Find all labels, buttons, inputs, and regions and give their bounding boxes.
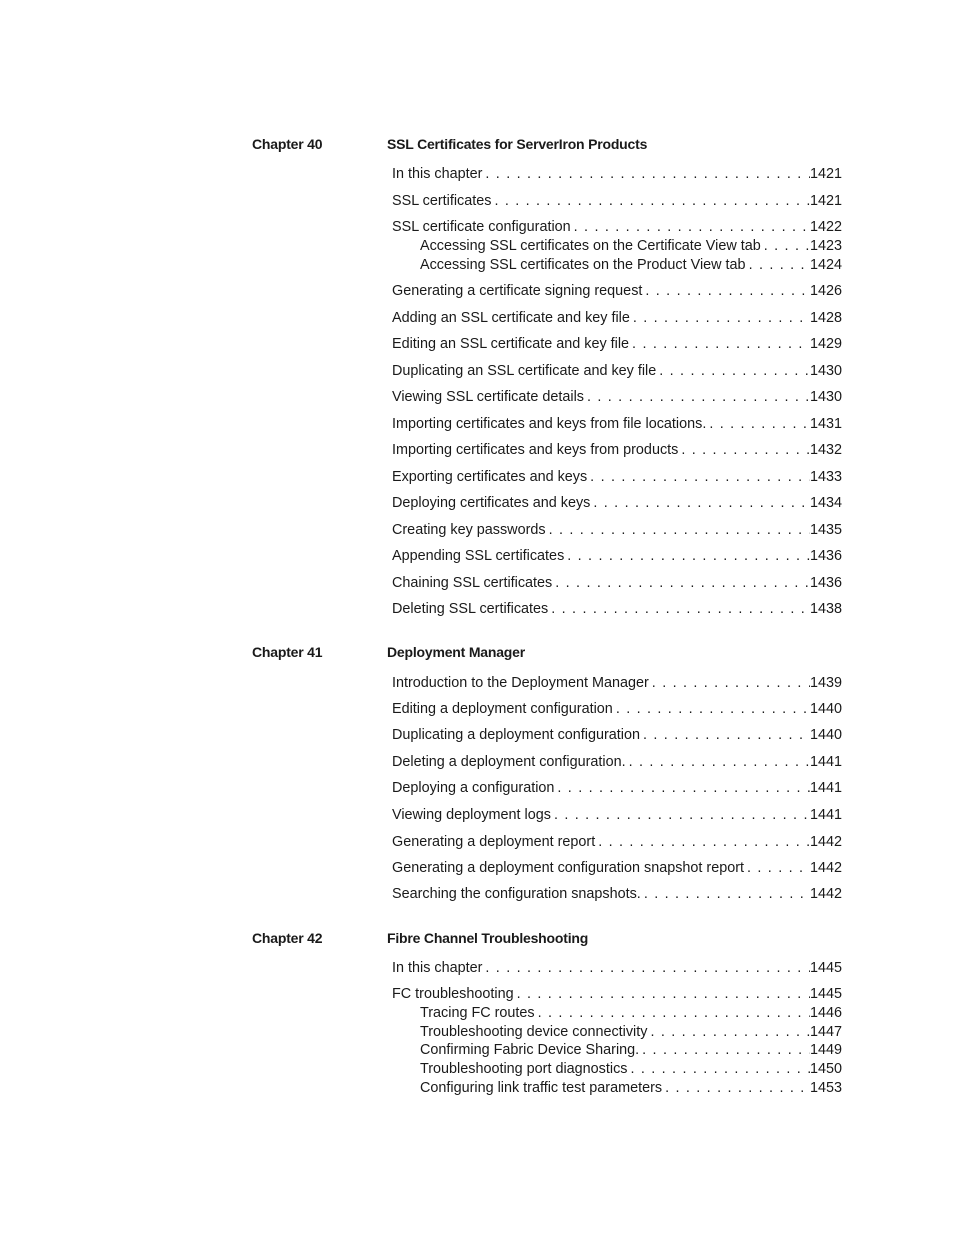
dot-leader — [491, 192, 810, 211]
page-number: 1447 — [809, 1024, 842, 1040]
entry-title: Duplicating an SSL certificate and key file — [392, 363, 657, 379]
chapter-title: SSL Certificates for ServerIron Products — [387, 136, 648, 152]
chapter-title: Fibre Channel Troubleshooting — [387, 930, 589, 946]
page-number: 1453 — [809, 1080, 842, 1096]
toc-entry[interactable] — [392, 779, 842, 798]
entry-title: Searching the configuration snapshots. — [392, 886, 641, 902]
entry-title: Deploying a configuration — [392, 780, 555, 796]
toc-entry[interactable] — [392, 362, 842, 381]
dot-leader — [514, 985, 810, 1004]
entry-title: Editing a deployment configuration — [392, 701, 613, 717]
dot-leader — [761, 237, 810, 256]
page-number: 1445 — [809, 960, 842, 976]
chapter-label: Chapter 42 — [252, 930, 323, 946]
chapter-label: Chapter 40 — [252, 136, 323, 152]
page-number: 1433 — [809, 469, 842, 485]
entry-title: Deleting a deployment configuration. — [392, 754, 626, 770]
dot-leader — [626, 753, 810, 772]
entry-title: SSL certificates — [392, 193, 492, 209]
dot-leader — [546, 521, 810, 540]
dot-leader — [554, 779, 810, 798]
page-number: 1430 — [809, 389, 842, 405]
entry-title: Accessing SSL certificates on the Product View tab — [420, 257, 746, 273]
entry-title: Troubleshooting device connectivity — [420, 1024, 648, 1040]
page-number: 1422 — [809, 219, 842, 235]
entry-title: Introduction to the Deployment Manager — [392, 675, 649, 691]
toc-entry[interactable] — [392, 806, 842, 825]
toc-entry[interactable] — [392, 600, 842, 619]
page-number: 1446 — [809, 1005, 842, 1021]
entry-title: Importing certificates and keys from file locations. — [392, 416, 707, 432]
toc-entry[interactable] — [392, 218, 842, 237]
entry-title: Viewing SSL certificate details — [392, 389, 584, 405]
dot-leader — [564, 547, 810, 566]
toc-entry[interactable] — [392, 726, 842, 745]
entry-title: Deleting SSL certificates — [392, 601, 549, 617]
chapter-label: Chapter 41 — [252, 644, 323, 660]
page-number: 1442 — [809, 886, 842, 902]
dot-leader — [678, 441, 810, 460]
dot-leader — [642, 282, 810, 301]
dot-leader — [551, 806, 810, 825]
toc-entry[interactable] — [392, 985, 842, 1004]
page-number: 1421 — [809, 166, 842, 182]
page-number: 1439 — [809, 675, 842, 691]
entry-title: Exporting certificates and keys — [392, 469, 588, 485]
page-number: 1436 — [809, 575, 842, 591]
dot-leader — [649, 674, 810, 693]
toc-entry[interactable] — [392, 521, 842, 540]
toc-subentry[interactable] — [420, 1023, 842, 1042]
toc-subentry[interactable] — [420, 1079, 842, 1098]
entry-title: Troubleshooting port diagnostics — [420, 1061, 628, 1077]
dot-leader — [662, 1079, 810, 1098]
toc-entry[interactable] — [392, 885, 842, 904]
entry-title: Creating key passwords — [392, 522, 546, 538]
toc-entry[interactable] — [392, 415, 842, 434]
page-number: 1430 — [809, 363, 842, 379]
page-number: 1438 — [809, 601, 842, 617]
toc-entry[interactable] — [392, 282, 842, 301]
dot-leader — [656, 362, 810, 381]
page-number: 1441 — [809, 754, 842, 770]
toc-entry[interactable] — [392, 959, 842, 978]
entry-title: Generating a certificate signing request — [392, 283, 643, 299]
toc-entry[interactable] — [392, 441, 842, 460]
page-number: 1445 — [809, 986, 842, 1002]
toc-entry[interactable] — [392, 494, 842, 513]
entry-title: Chaining SSL certificates — [392, 575, 553, 591]
toc-entry[interactable] — [392, 833, 842, 852]
page-number: 1432 — [809, 442, 842, 458]
dot-leader — [613, 700, 810, 719]
page-number: 1442 — [809, 860, 842, 876]
dot-leader — [706, 415, 810, 434]
entry-title: Tracing FC routes — [420, 1005, 535, 1021]
dot-leader — [552, 574, 810, 593]
page-number: 1435 — [809, 522, 842, 538]
page-number: 1429 — [809, 336, 842, 352]
toc-entry[interactable] — [392, 547, 842, 566]
page-number: 1440 — [809, 727, 842, 743]
page-number: 1421 — [809, 193, 842, 209]
entry-title: Deploying certificates and keys — [392, 495, 591, 511]
toc-entry[interactable] — [392, 468, 842, 487]
toc-entry[interactable] — [392, 574, 842, 593]
dot-leader — [639, 1041, 810, 1060]
toc-entry[interactable] — [392, 192, 842, 211]
page-number: 1441 — [809, 807, 842, 823]
page-number: 1434 — [809, 495, 842, 511]
toc-entry[interactable] — [392, 700, 842, 719]
entry-title: Editing an SSL certificate and key file — [392, 336, 630, 352]
entry-title: Adding an SSL certificate and key file — [392, 310, 630, 326]
toc-entry[interactable] — [392, 674, 842, 693]
entry-title: SSL certificate configuration — [392, 219, 571, 235]
page-number: 1431 — [809, 416, 842, 432]
page-number: 1424 — [809, 257, 842, 273]
entry-title: In this chapter — [392, 166, 483, 182]
toc-subentry[interactable] — [420, 1041, 842, 1060]
page-number: 1441 — [809, 780, 842, 796]
entry-title: Importing certificates and keys from products — [392, 442, 679, 458]
dot-leader — [548, 600, 810, 619]
page-number: 1436 — [809, 548, 842, 564]
toc-entry[interactable] — [392, 859, 842, 878]
entry-title: Confirming Fabric Device Sharing. — [420, 1042, 640, 1058]
toc-entry[interactable] — [392, 388, 842, 407]
dot-leader — [571, 218, 810, 237]
dot-leader — [584, 388, 810, 407]
dot-leader — [587, 468, 810, 487]
toc-subentry[interactable] — [420, 1060, 842, 1079]
dot-leader — [629, 335, 810, 354]
dot-leader — [535, 1004, 810, 1023]
entry-title: Viewing deployment logs — [392, 807, 551, 823]
toc-entry[interactable] — [392, 335, 842, 354]
entry-title: In this chapter — [392, 960, 483, 976]
toc-entry[interactable] — [392, 753, 842, 772]
entry-title: Configuring link traffic test parameters — [420, 1080, 663, 1096]
toc-subentry[interactable] — [420, 237, 842, 256]
entry-title: Accessing SSL certificates on the Certificate View tab — [420, 238, 761, 254]
dot-leader — [647, 1023, 810, 1042]
page-number: 1423 — [809, 238, 842, 254]
page-number: 1450 — [809, 1061, 842, 1077]
toc-subentry[interactable] — [420, 256, 842, 275]
chapter-title: Deployment Manager — [387, 644, 525, 660]
entry-title: Appending SSL certificates — [392, 548, 565, 564]
entry-title: FC troubleshooting — [392, 986, 514, 1002]
dot-leader — [744, 859, 810, 878]
dot-leader — [641, 885, 810, 904]
toc-entry[interactable] — [392, 309, 842, 328]
dot-leader — [746, 256, 810, 275]
entry-title: Generating a deployment report — [392, 834, 596, 850]
page-number: 1440 — [809, 701, 842, 717]
dot-leader — [630, 309, 810, 328]
page-number: 1442 — [809, 834, 842, 850]
page-number: 1449 — [809, 1042, 842, 1058]
toc-subentry[interactable] — [420, 1004, 842, 1023]
dot-leader — [595, 833, 810, 852]
entry-title: Duplicating a deployment configuration — [392, 727, 640, 743]
dot-leader — [627, 1060, 810, 1079]
toc-entry[interactable] — [392, 165, 842, 184]
entry-title: Generating a deployment configuration snapshot report — [392, 860, 744, 876]
page-number: 1428 — [809, 310, 842, 326]
dot-leader — [482, 165, 810, 184]
page-number: 1426 — [809, 283, 842, 299]
dot-leader — [640, 726, 810, 745]
dot-leader — [590, 494, 810, 513]
dot-leader — [482, 959, 810, 978]
